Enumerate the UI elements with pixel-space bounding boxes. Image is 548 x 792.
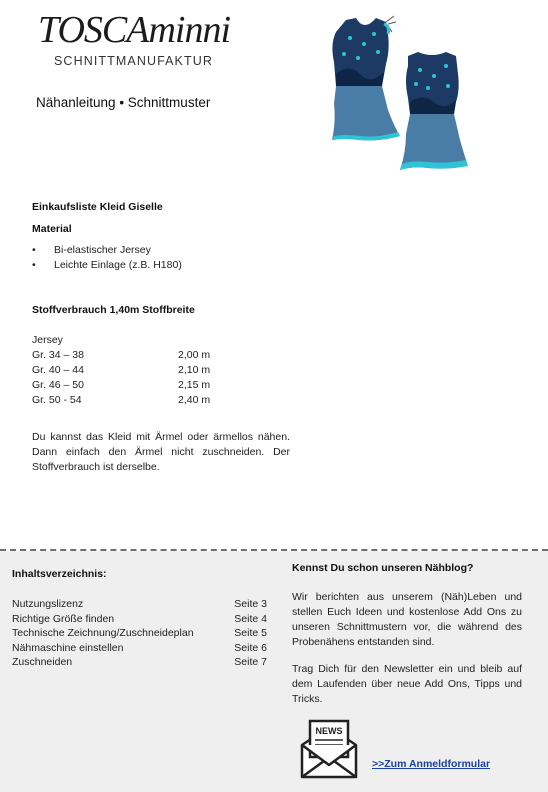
size-cell: Gr. 40 – 44 (32, 364, 84, 376)
amount-cell: 2,40 m (178, 394, 211, 406)
dress-illustration (328, 14, 470, 176)
toc-item[interactable] (12, 612, 267, 627)
amount-cell: 2,00 m (178, 349, 211, 361)
toc-item-page: Seite 5 (234, 627, 267, 639)
news-badge-text: NEWS (315, 726, 343, 736)
table-row (32, 378, 210, 393)
toc-item-page: Seite 4 (234, 612, 267, 625)
size-cell: Gr. 34 – 38 (32, 349, 84, 361)
toc-item-label: Nutzungslizenz (12, 598, 84, 610)
sleeve-note: Du kannst das Kleid mit Ärmel oder ärmellos nähen. Dann einfach den Ärmel nicht zuschneiden. Der Stoffverbrauch ist derselbe. (32, 431, 290, 473)
toc-item-label: Richtige Größe finden (12, 612, 115, 625)
material-item: • Leichte Einlage (z.B. H180) (32, 258, 182, 273)
toc-item[interactable] (12, 655, 267, 670)
material-item: • Bi-elastischer Jersey (32, 243, 182, 258)
toc-item-page: Seite 6 (234, 641, 267, 654)
toc-item[interactable] (12, 626, 267, 641)
newsletter-envelope-icon (296, 715, 362, 781)
shopping-list-title: Einkaufsliste Kleid Giselle (32, 201, 163, 213)
size-cell: Gr. 50 - 54 (32, 394, 82, 406)
blog-title: Kennst Du schon unseren Nähblog? (292, 562, 474, 574)
material-list (32, 243, 182, 273)
fabric-usage-title: Stoffverbrauch 1,40m Stoffbreite (32, 304, 195, 316)
dress-back-view (400, 52, 468, 170)
amount-cell: 2,10 m (178, 364, 211, 376)
toc-item[interactable] (12, 641, 267, 656)
document-title: Nähanleitung • Schnittmuster (36, 95, 211, 110)
brand-logo (38, 10, 238, 68)
table-row (32, 363, 210, 378)
toc-item-page: Seite 7 (234, 656, 267, 668)
material-heading: Material (32, 223, 72, 235)
logo-wordmark: TOSCAminni (38, 9, 231, 51)
dress-front-view (332, 16, 400, 141)
table-row (32, 393, 210, 408)
table-row (32, 348, 210, 363)
size-cell: Gr. 46 – 50 (32, 379, 84, 391)
logo-subtitle: SCHNITTMANUFAKTUR (54, 54, 213, 68)
fabric-usage-table (32, 348, 210, 408)
fabric-type: Jersey (32, 334, 63, 346)
table-of-contents (12, 597, 267, 670)
newsletter-signup-link[interactable]: >>Zum Anmeldformular (372, 758, 491, 770)
amount-cell: 2,15 m (178, 379, 211, 391)
toc-item-label: Technische Zeichnung/Zuschneideplan (12, 627, 194, 639)
dashed-divider (0, 549, 548, 551)
toc-item[interactable] (12, 597, 267, 612)
toc-title: Inhaltsverzeichnis: (12, 568, 107, 580)
toc-item-page: Seite 3 (234, 598, 267, 610)
blog-paragraph: Trag Dich für den Newsletter ein und bleib auf dem Laufenden über neue Add Ons, Tipps und Tricks. (292, 663, 522, 705)
blog-paragraph: Wir berichten aus unserem (Näh)Leben und stellen Euch Ideen und kostenlose Add Ons zu unseren Schnittmustern vor, die während des Probenähens entstanden sind. (292, 591, 522, 648)
toc-item-label: Zuschneiden (12, 656, 73, 668)
toc-item-label: Nähmaschine einstellen (12, 641, 124, 654)
